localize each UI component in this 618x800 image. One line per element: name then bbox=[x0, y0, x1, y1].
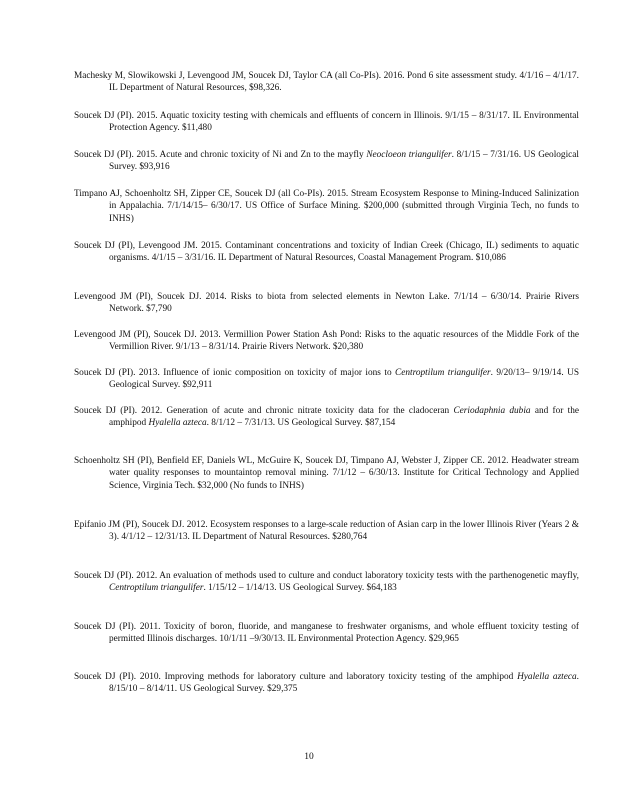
grant-entry: Levengood JM (PI), Soucek DJ. 2013. Vermillion Power Station Ash Pond: Risks to the aquatic resources of the Middle Fork of the Vermillion River. 9/1/13 – 8/31/14. Prairie Rivers Network. $20,380 bbox=[74, 330, 579, 353]
grant-entry: Machesky M, Slowikowski J, Levengood JM, Soucek DJ, Taylor CA (all Co-PIs). 2016. Pond 6 site assessment study. 4/1/16 – 4/1/17. IL Department of Natural Resources, $98,326. bbox=[74, 71, 579, 94]
grant-entry: Soucek DJ (PI). 2012. An evaluation of methods used to culture and conduct laboratory toxicity tests with the parthenogenetic mayfly, Centroptilum triangulifer. 1/15/12 – 1/14/13. US Geological Survey. $64,183 bbox=[74, 571, 579, 594]
grant-entry: Soucek DJ (PI), Levengood JM. 2015. Contaminant concentrations and toxicity of Indian Creek (Chicago, IL) sediments to aquatic organisms. 4/1/15 – 3/31/16. IL Department of Natural Resources, Coastal Management Program. $10,086 bbox=[74, 241, 579, 264]
grant-entry: Soucek DJ (PI). 2015. Aquatic toxicity testing with chemicals and effluents of concern in Illinois. 9/1/15 – 8/31/17. IL Environmental Protection Agency. $11,480 bbox=[74, 111, 579, 134]
grant-entry: Soucek DJ (PI). 2012. Generation of acute and chronic nitrate toxicity data for the cladoceran Ceriodaphnia dubia and for the amphipod Hyalella azteca. 8/1/12 – 7/31/13. US Geological Survey. $87,154 bbox=[74, 406, 580, 429]
grant-entry: Timpano AJ, Schoenholtz SH, Zipper CE, Soucek DJ (all Co-PIs). 2015. Stream Ecosystem Response to Mining-Induced Salinization in Appalachia. 7/1/14/15– 6/30/17. US Office of Surface Mining. $200,000 (submitted through Virginia Tech, no funds to INHS) bbox=[74, 189, 579, 224]
page-number: 10 bbox=[304, 752, 314, 762]
grant-entry: Levengood JM (PI), Soucek DJ. 2014. Risks to biota from selected elements in Newton Lake. 7/1/14 – 6/30/14. Prairie Rivers Network. $7,790 bbox=[74, 292, 579, 315]
grant-entry: Soucek DJ (PI). 2011. Toxicity of boron, fluoride, and manganese to freshwater organisms, and whole effluent toxicity testing of permitted Illinois discharges. 10/1/11 –9/30/13. IL Environmental Protection Agency. $29,965 bbox=[74, 622, 579, 645]
grant-entry: Soucek DJ (PI). 2015. Acute and chronic toxicity of Ni and Zn to the mayfly Neocloeon triangulifer. 8/1/15 – 7/31/16. US Geological Survey. $93,916 bbox=[74, 150, 579, 173]
grant-entry: Epifanio JM (PI), Soucek DJ. 2012. Ecosystem responses to a large-scale reduction of Asian carp in the lower Illinois River (Years 2 & 3). 4/1/12 – 12/31/13. IL Department of Natural Resources. $280,764 bbox=[74, 520, 579, 543]
grant-entry: Soucek DJ (PI). 2010. Improving methods for laboratory culture and laboratory toxicity testing of the amphipod Hyalella azteca. 8/15/10 – 8/14/11. US Geological Survey. $29,375 bbox=[74, 672, 579, 695]
grant-entry: Soucek DJ (PI). 2013. Influence of ionic composition on toxicity of major ions to Centroptilum triangulifer. 9/20/13– 9/19/14. US Geological Survey. $92,911 bbox=[74, 368, 579, 391]
grant-entry: Schoenholtz SH (PI), Benfield EF, Daniels WL, McGuire K, Soucek DJ, Timpano AJ, Webster J, Zipper CE. 2012. Headwater stream water quality responses to mountaintop removal mining. 7/1/12 – 6/30/13. Institute for Critical Technology and Applied Science, Virginia Tech. $32,000 (No funds to INHS) bbox=[74, 456, 579, 491]
